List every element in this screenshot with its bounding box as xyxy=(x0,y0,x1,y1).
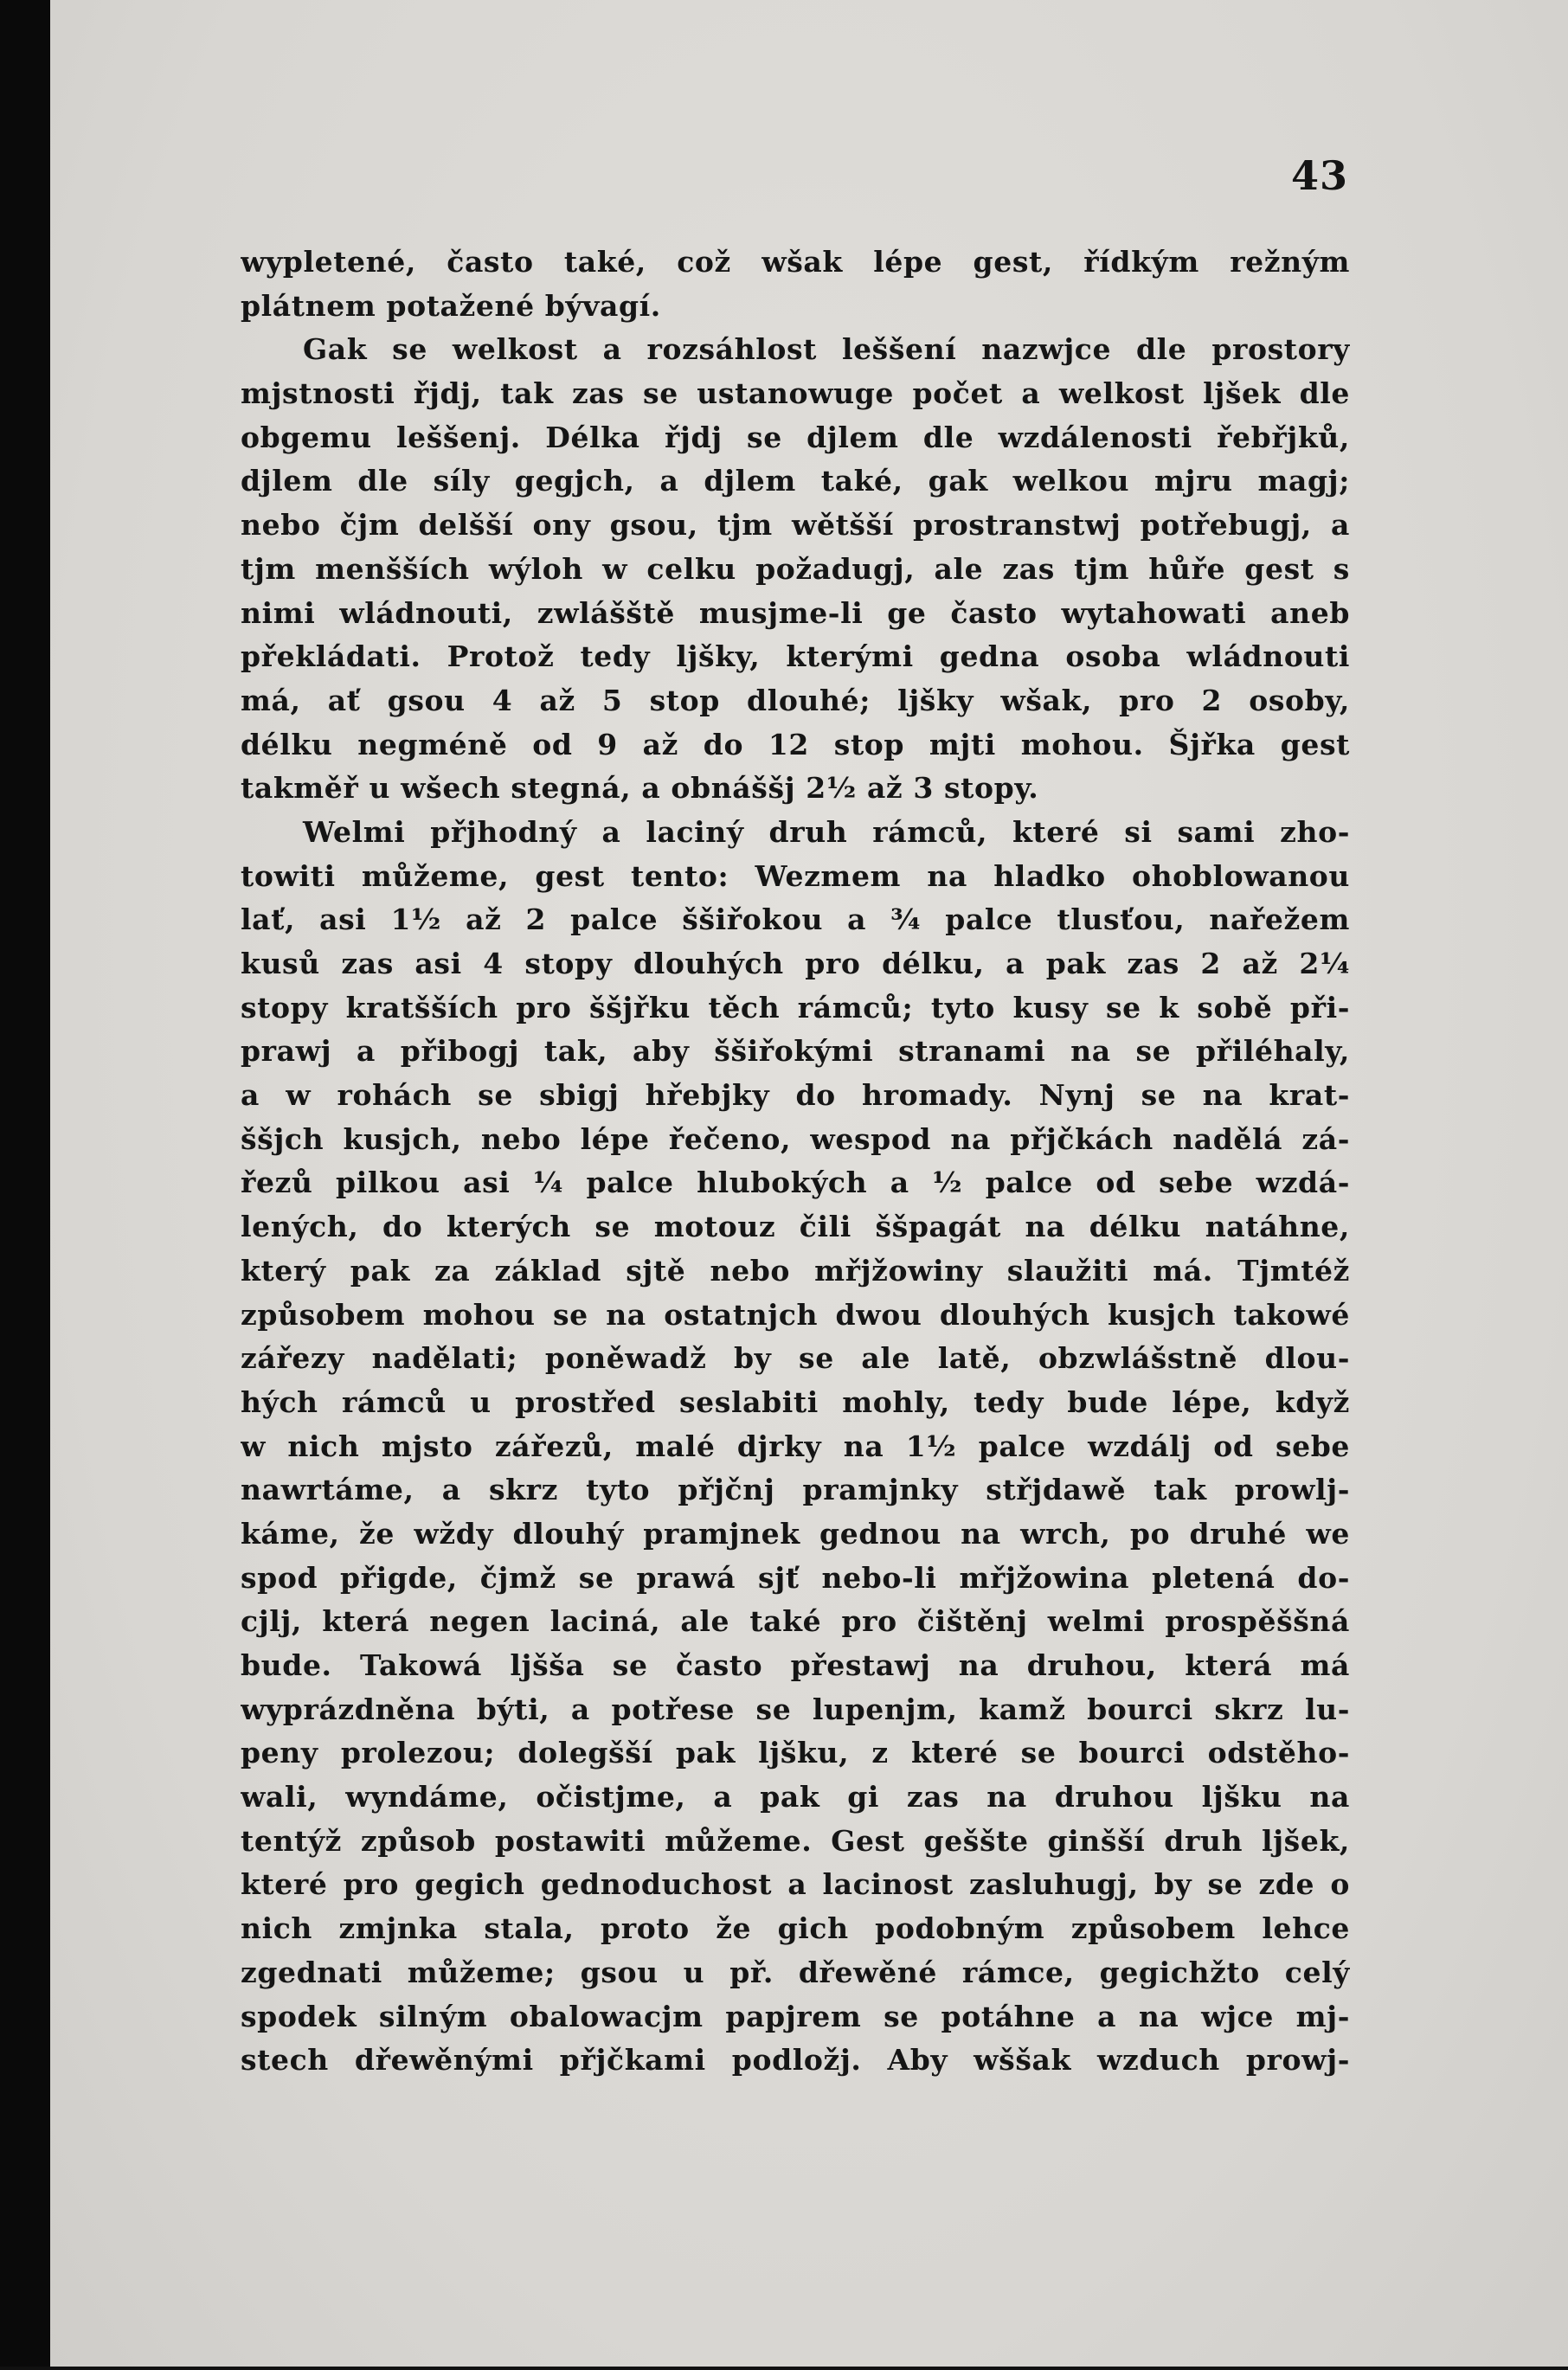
text-line: prawj a přibogj tak, aby ššiřokými stranami na se přiléhaly, xyxy=(241,1034,1350,1069)
text-line: wyprázdněna býti, a potřese se lupenjm, kamž bourci skrz lu- xyxy=(241,1692,1350,1726)
text-line: obgemu leššenj. Délka řjdj se djlem dle wzdálenosti řebřjků, xyxy=(241,420,1350,454)
text-line: překládati. Protož tedy ljšky, kterými gedna osoba wládnouti xyxy=(241,639,1350,674)
text-line: tentýž způsob postawiti můžeme. Gest geššte ginšší druh ljšek, xyxy=(241,1823,1350,1858)
text-line: mjstnosti řjdj, tak zas se ustanowuge počet a welkost ljšek dle xyxy=(241,376,1350,411)
text-line: zgednati můžeme; gsou u př. dřewěné rámce, gegichžto celý xyxy=(241,1955,1350,1989)
text-line: tjm menšších wýloh w celku požadugj, ale zas tjm hůře gest s xyxy=(241,551,1350,586)
text-line: hých rámců u prostřed seslabiti mohly, tedy bude lépe, když xyxy=(241,1384,1350,1419)
text-line: nawrtáme, a skrz tyto přjčnj pramjnky střjdawě tak prowlj- xyxy=(241,1473,1350,1507)
text-line: které pro gegich gednoduchost a lacinost zasluhugj, by se zde o xyxy=(241,1867,1350,1902)
text-line: bude. Takowá ljšša se často přestawj na druhou, která má xyxy=(241,1648,1350,1682)
text-line: cjlj, která negen laciná, ale také pro čištěnj welmi prospěššná xyxy=(241,1604,1350,1639)
text-line: Gak se welkost a rozsáhlost leššení nazwjce dle prostory xyxy=(303,332,1350,367)
page-number: 43 xyxy=(1290,152,1348,199)
scan-left-edge xyxy=(0,0,50,2370)
text-line: peny prolezou; dolegšší pak ljšku, z které se bourci odstěho- xyxy=(241,1736,1350,1770)
text-line: stopy kratšších pro ššjřku těch rámců; tyto kusy se k sobě při- xyxy=(241,990,1350,1024)
text-line: spodek silným obalowacjm papjrem se potáhne a na wjce mj- xyxy=(241,1999,1350,2033)
text-line: wypletené, často také, což wšak lépe gest, řídkým režným xyxy=(241,245,1350,279)
text-line: který pak za základ sjtě nebo mřjžowiny slaužiti má. Tjmtéž xyxy=(241,1253,1350,1288)
text-line: lených, do kterých se motouz čili ššpagát na délku natáhne, xyxy=(241,1210,1350,1244)
text-line: kusů zas asi 4 stopy dlouhých pro délku, a pak zas 2 až 2¼ xyxy=(241,947,1350,980)
text-line: nich zmjnka stala, proto že gich podobným způsobem lehce xyxy=(241,1911,1350,1946)
text-line: wali, wyndáme, očistjme, a pak gi zas na druhou ljšku na xyxy=(241,1780,1350,1814)
text-line: nimi wládnouti, zwlášště musjme-li ge často wytahowati aneb xyxy=(241,595,1350,630)
text-line: délku negméně od 9 až do 12 stop mjti mohou. Šjřka gest xyxy=(241,727,1350,761)
text-line: ššjch kusjch, nebo lépe řečeno, wespod na přjčkách nadělá zá- xyxy=(241,1121,1350,1156)
body-text xyxy=(241,241,1350,2083)
text-line: má, ať gsou 4 až 5 stop dlouhé; ljšky wšak, pro 2 osoby, xyxy=(241,683,1350,717)
text-line: řezů pilkou asi ¼ palce hlubokých a ½ palce od sebe wzdá- xyxy=(241,1166,1350,1200)
text-line: djlem dle síly gegjch, a djlem také, gak welkou mjru magj; xyxy=(241,464,1350,498)
text-line: a w rohách se sbigj hřebjky do hromady. Nynj se na krat- xyxy=(241,1078,1350,1113)
text-line: stech dřewěnými přjčkami podložj. Aby wššak wzduch prowj- xyxy=(241,2043,1350,2078)
text-line: Welmi přjhodný a laciný druh rámců, které si sami zho- xyxy=(303,814,1350,849)
text-line: zářezy nadělati; poněwadž by se ale latě, obzwlášstně dlou- xyxy=(241,1341,1350,1376)
text-line: káme, že wždy dlouhý pramjnek gednou na wrch, po druhé we xyxy=(241,1516,1350,1551)
text-line: spod přigde, čjmž se prawá sjť nebo-li mřjžowina pletená do- xyxy=(241,1560,1350,1595)
text-line: w nich mjsto zářezů, malé djrky na 1½ palce wzdálj od sebe xyxy=(241,1429,1350,1463)
text-line: plátnem potažené bývagí. xyxy=(241,288,661,323)
text-line: lať, asi 1½ až 2 palce ššiřokou a ¾ palce tlusťou, nařežem xyxy=(241,902,1350,937)
scan-bottom-edge xyxy=(0,2367,1568,2370)
text-line: způsobem mohou se na ostatnjch dwou dlouhých kusjch takowé xyxy=(241,1297,1350,1332)
text-line: towiti můžeme, gest tento: Wezmem na hladko ohoblowanou xyxy=(241,858,1350,893)
text-line: takměř u wšech stegná, a obnáššj 2½ až 3 stopy. xyxy=(241,771,1039,806)
text-line: nebo čjm delšší ony gsou, tjm wětšší prostranstwj potřebugj, a xyxy=(241,508,1350,543)
